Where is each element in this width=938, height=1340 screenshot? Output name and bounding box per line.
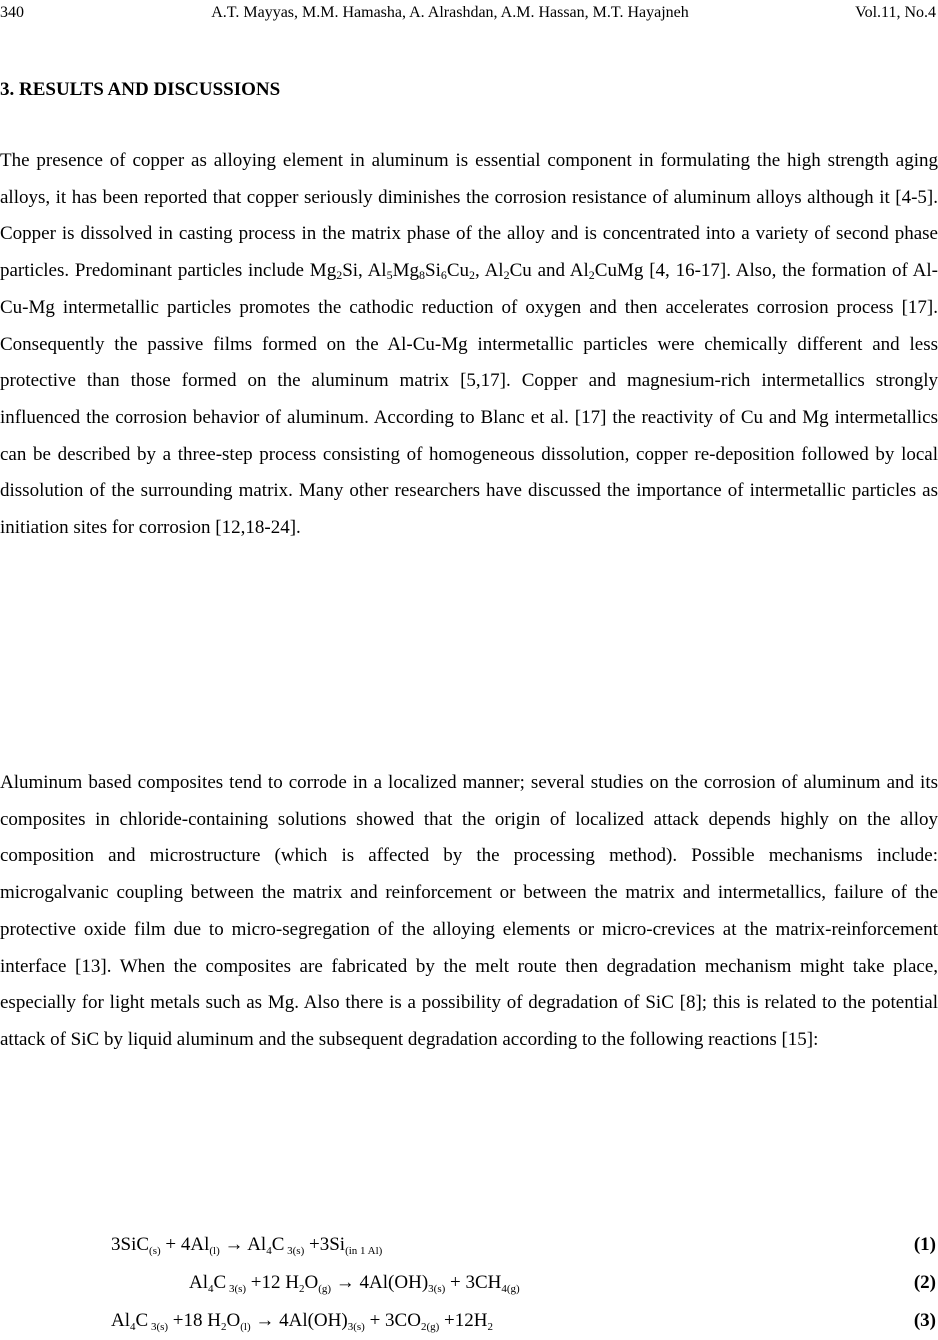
header-authors: A.T. Mayyas, M.M. Hamasha, A. Alrashdan, A.M. Hassan, M.T. Hayajneh [211,4,689,21]
page-number: 340 [0,4,24,21]
section-title: 3. RESULTS AND DISCUSSIONS [0,79,281,100]
running-header [0,2,938,24]
equation-2: $Al_4C$ $_{3(s)}$ +12 $H_2O_{(g)} \to 4Al(OH)_{3(s)} + 3CH_{4(g)}$ [189,1272,520,1295]
equation-3-number: (3) [913,1310,936,1331]
equation-1-number: (1) [913,1234,936,1255]
equation-3: $Al_4C$ $_{3(s)}$ +18 $H_2O_{(l)} \to 4Al(OH)_{3(s)} + 3CO_{2(g)} +12H_2$ [111,1310,493,1333]
equation-1: $3SiC_{(s)} + 4Al_{(l)} \to Al_4C$ $_{3(s)} +3Si_{(in 1 Al)}$ [111,1234,383,1257]
paragraph-copper-intermetallics: The presence of copper as alloying element in aluminum is essential component in formulating the high strength aging alloys, it has been reported that copper seriously diminishes the corrosion resistance of aluminum alloys although it [4-5]. Copper is dissolved in casting process in the matrix phase of the alloy and is concentrated into a variety of second phase particles. Predominant particles include $Mg_2Si$, $Al_5Mg_8Si_6Cu_2$, $Al_2Cu$ and $Al_2CuMg$ [4, 16-17]. Also, the formation of Al-Cu-Mg intermetallic particles promotes the cathodic reduction of oxygen and then accelerates corrosion process [17]. Consequently the passive films formed on the Al-Cu-Mg intermetallic particles were chemically different and less protective than those formed on the aluminum matrix [5,17]. Copper and magnesium-rich intermetallics strongly influenced the corrosion behavior of aluminum. According to Blanc et al. [17] the reactivity of Cu and Mg intermetallics can be described by a three-step process consisting of homogeneous dissolution, copper re-deposition followed by local dissolution of the surrounding matrix. Many other researchers have discussed the importance of intermetallic particles as initiation sites for corrosion [12,18-24]. [0,150,938,539]
header-volume: Vol.11, No.4 [855,4,936,21]
paragraph-localized-corrosion: Aluminum based composites tend to corrode in a localized manner; several studies on the corrosion of aluminum and its composites in chloride-containing solutions showed that the origin of localized attack depends highly on the alloy composition and microstructure (which is affected by the processing method). Possible mechanisms include: microgalvanic coupling between the matrix and reinforcement or between the matrix and intermetallics, failure of the protective oxide film due to micro-segregation of the alloying elements or micro-crevices at the matrix-reinforcement interface [13]. When the composites are fabricated by the melt route then degradation mechanism might take place, especially for light metals such as Mg. Also there is a possibility of degradation of SiC [8]; this is related to the potential attack of SiC by liquid aluminum and the subsequent degradation according to the following reactions [15]: [0,772,938,1050]
equation-2-number: (2) [913,1272,936,1293]
